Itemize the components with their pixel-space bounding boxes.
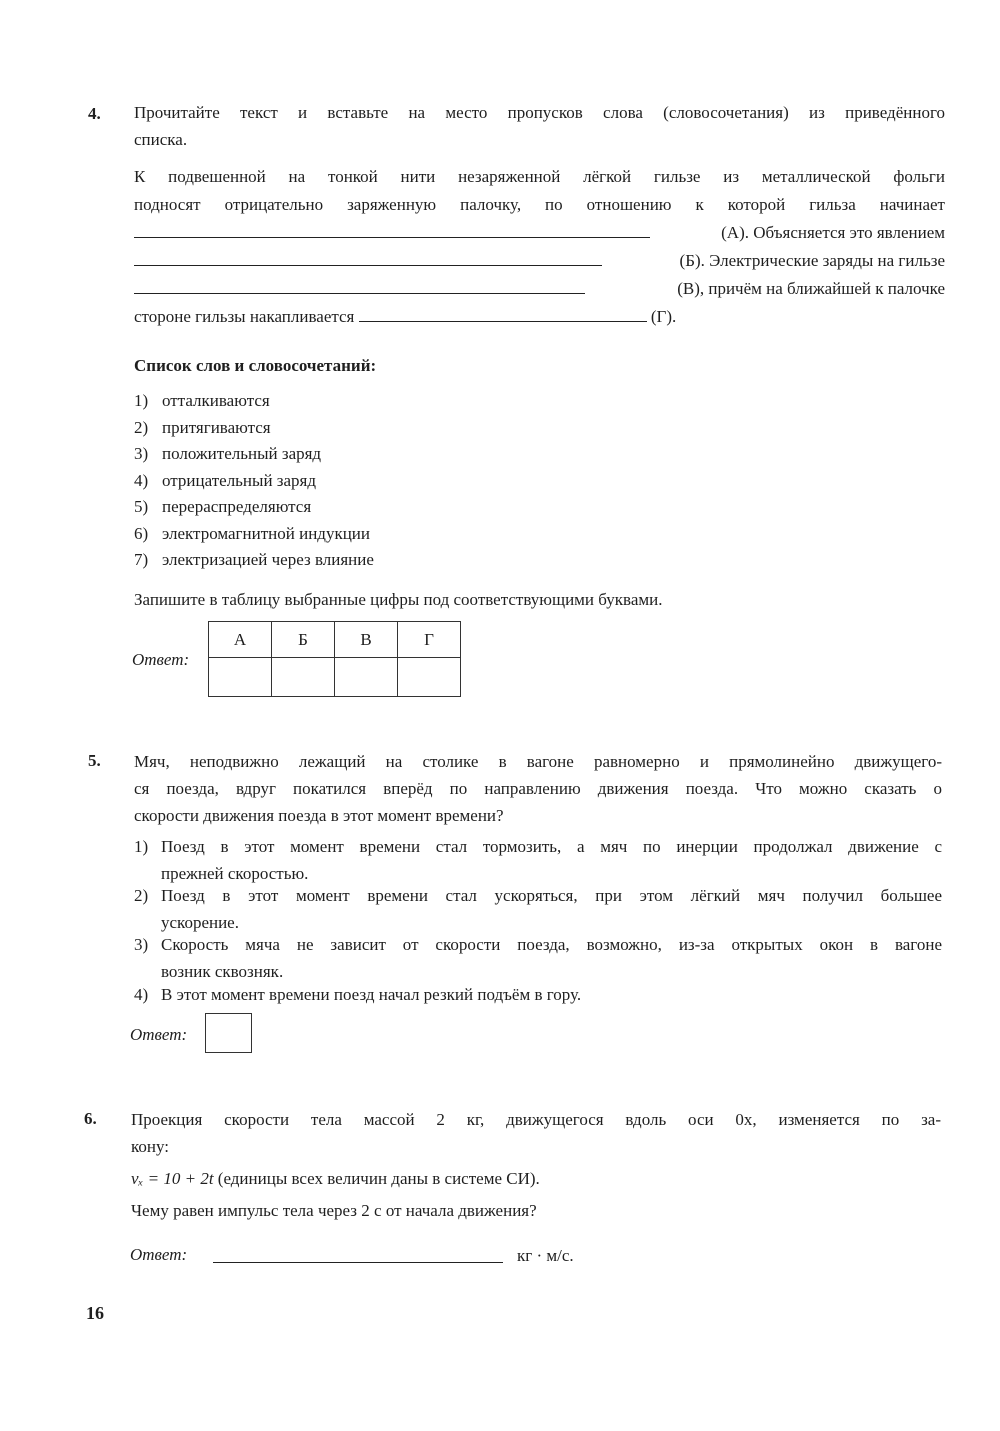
list-item: 2) притягиваются xyxy=(134,418,271,437)
text-line: К подвешенной на тонкой нити незаряженной лёгкой гильзе из металлической фольги xyxy=(134,167,945,186)
option-4[interactable]: 4) В этот момент времени поезд начал резкий подъём в гору. xyxy=(134,985,582,1004)
question-text xyxy=(134,748,942,829)
question-prompt: Чему равен импульс тела через 2 с от начала движения? xyxy=(131,1201,537,1220)
answer-cell-a[interactable] xyxy=(209,658,272,697)
text-line: (В), причём на ближайшей к палочке xyxy=(134,275,945,303)
text-line: Проекция скорости тела массой 2 кг, движущегося вдоль оси 0x, изменяется по за- xyxy=(131,1110,941,1129)
option-3[interactable]: 3) Скорость мяча не зависит от скорости поезда, возможно, из-за открытых окон в вагоне возник сквозняк. xyxy=(134,935,942,981)
question-intro xyxy=(134,99,945,153)
answer-cell-v[interactable] xyxy=(335,658,398,697)
answer-line[interactable] xyxy=(213,1262,503,1263)
question-number: 5. xyxy=(88,751,101,770)
text-line: (А). Объясняется это явлением xyxy=(134,219,945,247)
text-line: (Б). Электрические заряды на гильзе xyxy=(134,247,945,275)
text-line: подносят отрицательно заряженную палочку, по отношению к которой гильза начинает xyxy=(134,195,945,214)
instruction: Запишите в таблицу выбранные цифры под соответствующими буквами. xyxy=(134,590,663,609)
question-text xyxy=(134,163,945,331)
page-number: 16 xyxy=(86,1303,104,1323)
table-header-g: Г xyxy=(398,622,461,658)
answer-cell-b[interactable] xyxy=(272,658,335,697)
answer-label: Ответ: xyxy=(130,1025,188,1044)
table-header-b: Б xyxy=(272,622,335,658)
formula: vₓ = 10 + 2t xyxy=(131,1169,214,1188)
list-item: 3) положительный заряд xyxy=(134,444,322,463)
answer-table xyxy=(208,621,461,697)
intro-line: Прочитайте текст и вставьте на место пропусков слова (словосочетания) из приведённого xyxy=(134,103,945,122)
list-title: Список слов и словосочетаний: xyxy=(134,356,377,375)
list-item: 4) отрицательный заряд xyxy=(134,471,317,490)
table-header-a: А xyxy=(209,622,272,658)
list-item: 7) электризацией через влияние xyxy=(134,550,374,569)
list-item: 6) электромагнитной индукции xyxy=(134,524,370,543)
blank-a[interactable] xyxy=(134,219,650,238)
option-1[interactable]: 1) Поезд в этот момент времени стал тормозить, а мяч по инерции продолжал движение с прежней скоростью. xyxy=(134,837,942,883)
blank-v[interactable] xyxy=(134,275,585,294)
answer-unit: кг · м/с. xyxy=(517,1246,574,1265)
option-2[interactable]: 2) Поезд в этот момент времени стал ускоряться, при этом лёгкий мяч получил большее ускорение. xyxy=(134,886,942,932)
formula-line xyxy=(131,1165,942,1192)
text-line: Мяч, неподвижно лежащий на столике в вагоне равномерно и прямолинейно движущего- xyxy=(134,752,942,771)
formula-note: (единицы всех величин даны в системе СИ). xyxy=(217,1169,540,1188)
question-text xyxy=(131,1106,941,1160)
answer-box[interactable] xyxy=(205,1013,252,1053)
text-line: стороне гильзы накапливается (Г). xyxy=(134,303,945,331)
blank-g[interactable] xyxy=(359,303,647,322)
answer-cell-g[interactable] xyxy=(398,658,461,697)
text-line: скорости движения поезда в этот момент времени? xyxy=(134,806,504,825)
text-line: ся поезда, вдруг покатился вперёд по направлению движения поезда. Что можно сказать о xyxy=(134,779,942,798)
list-item: 5) перераспределяются xyxy=(134,497,312,516)
intro-line: списка. xyxy=(134,130,188,149)
text-line: кону: xyxy=(131,1137,169,1156)
answer-label: Ответ: xyxy=(130,1245,188,1264)
blank-b[interactable] xyxy=(134,247,602,266)
answer-label: Ответ: xyxy=(132,650,190,669)
question-number: 6. xyxy=(84,1109,97,1128)
list-item: 1) отталкиваются xyxy=(134,391,270,410)
question-number: 4. xyxy=(88,104,101,123)
table-header-v: В xyxy=(335,622,398,658)
